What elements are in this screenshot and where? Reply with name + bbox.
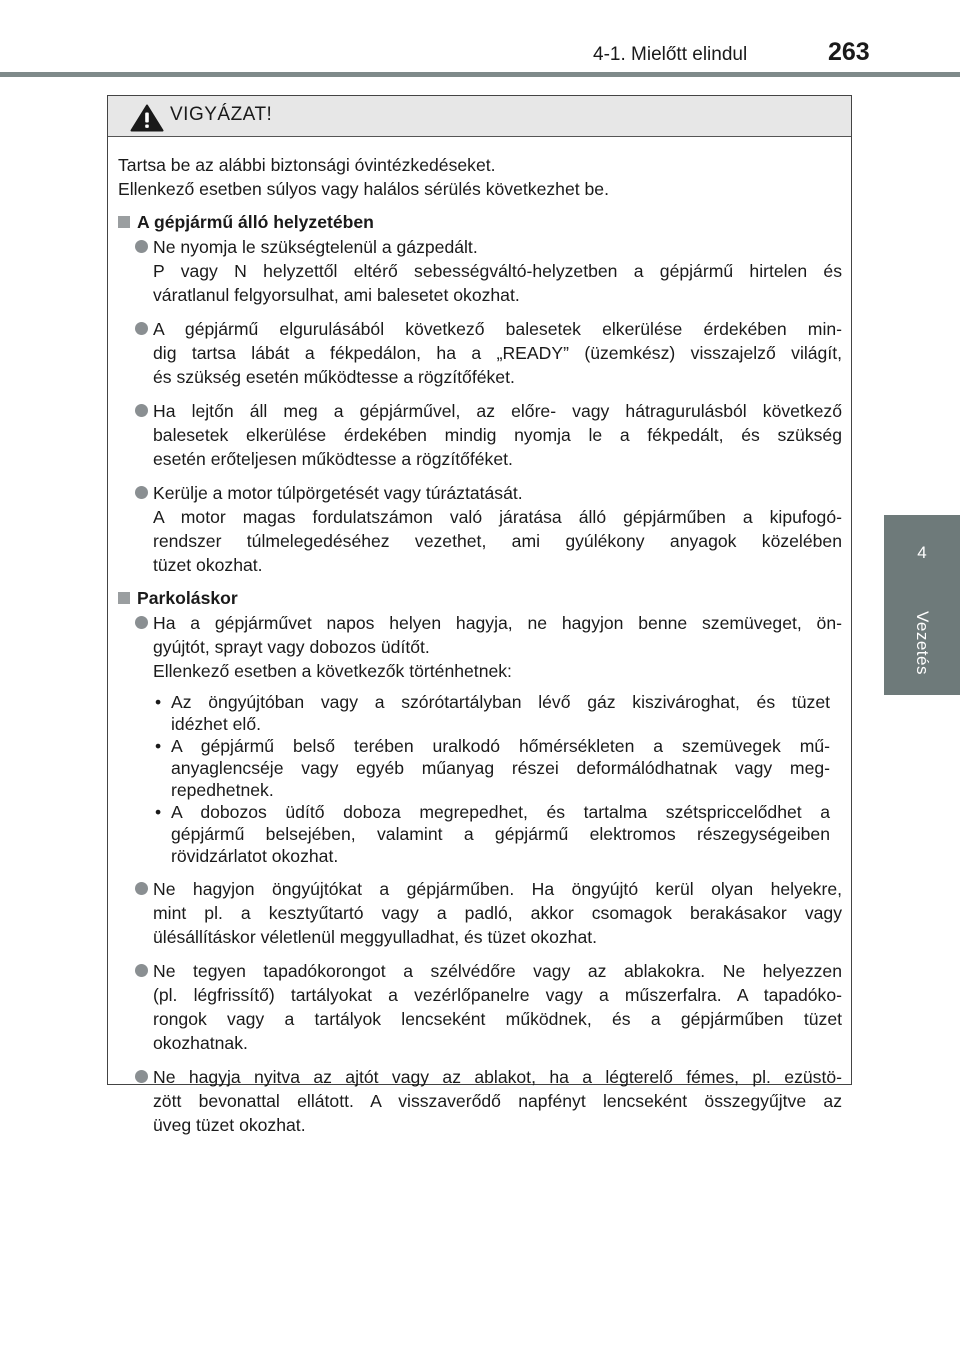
warning-item	[118, 481, 842, 577]
warning-intro-line: Tartsa be az alábbi biztonsági óvintézkedéseket.	[118, 155, 496, 175]
section-heading	[118, 586, 842, 610]
warning-triangle-icon	[130, 104, 164, 132]
text-line: repedhetnek.	[171, 780, 274, 800]
circle-bullet-icon	[135, 486, 148, 499]
warning-intro-line: Ellenkező esetben súlyos vagy halálos sérülés következhet be.	[118, 179, 609, 199]
text-line: Ha lejtőn áll meg a gépjárművel, az előre- vagy hátragurulásból következő	[153, 401, 842, 421]
text-line: A gépjármű belső terében uralkodó hőmérsékleten a szemüvegek mű-	[171, 736, 830, 756]
warning-item	[118, 959, 842, 1055]
warning-item	[118, 399, 842, 471]
warning-title: VIGYÁZAT!	[170, 104, 273, 125]
text-line: okozhatnak.	[153, 1033, 248, 1053]
text-line: Kerülje a motor túlpörgetését vagy túráztatását.	[153, 483, 523, 503]
text-line: gépjármű belsejében, valamint a gépjármű elektromos részegységeiben	[171, 824, 830, 844]
square-bullet-icon	[118, 592, 130, 604]
section-title: 4-1. Mielőtt elindul	[593, 44, 748, 65]
chapter-side-tab	[884, 515, 960, 695]
chapter-number: 4	[917, 543, 927, 562]
circle-bullet-icon	[135, 404, 148, 417]
text-line: (pl. légfrissítő) tartályokat a vezérlőpanelre vagy a műszerfalra. A tapadóko-	[153, 985, 842, 1005]
text-line: üveg tüzet okozhat.	[153, 1115, 306, 1135]
text-line: idézhet elő.	[171, 714, 261, 734]
text-line: rongok vagy a tartályok lencseként működnek, és a gépjárműben tüzet	[153, 1009, 842, 1029]
warning-item	[118, 611, 842, 867]
text-line: A motor magas fordulatszámon való járatása álló gépjárműben a kipufogó-	[153, 507, 842, 527]
bullet-icon: •	[155, 802, 162, 822]
sub-bullet-item	[153, 691, 830, 735]
warning-item	[118, 877, 842, 949]
text-line: anyaglencséje vagy egyéb műanyag részei deformálódhatnak vagy meg-	[171, 758, 830, 778]
text-line: zött bevonattal ellátott. A visszaverődő napfényt lencseként összegyűjtve az	[153, 1091, 842, 1111]
circle-bullet-icon	[135, 964, 148, 977]
text-line: Ellenkező esetben a következők történhetnek:	[153, 661, 512, 681]
text-line: Ha a gépjárművet napos helyen hagyja, ne hagyjon benne szemüveget, ön-	[153, 613, 842, 633]
warning-item	[118, 1065, 842, 1137]
text-line: dig tartsa lábát a fékpedálon, ha a „READY” (üzemkész) visszajelző világít,	[153, 343, 842, 363]
bullet-icon: •	[155, 692, 162, 712]
text-line: ülésállításkor véletlenül meggyulladhat, és tüzet okozhat.	[153, 927, 598, 947]
circle-bullet-icon	[135, 882, 148, 895]
header-divider	[0, 72, 960, 77]
warning-item	[118, 235, 842, 307]
square-bullet-icon	[118, 216, 130, 228]
text-line: Ne nyomja le szükségtelenül a gázpedált.	[153, 237, 478, 257]
text-line: A gépjármű elgurulásából következő balesetek elkerülése érdekében min-	[153, 319, 842, 339]
sub-bullet-item	[153, 735, 830, 801]
text-line: Ne hagyjon öngyújtókat a gépjárműben. Ha öngyújtó kerül olyan helyekre,	[153, 879, 842, 899]
text-line: gyújtót, sprayt vagy dobozos üdítőt.	[153, 637, 430, 657]
text-line: rendszer túlmelegedéséhez vezethet, ami gyúlékony anyagok közelében	[153, 531, 842, 551]
sub-bullet-list	[153, 691, 842, 867]
text-line: tüzet okozhat.	[153, 555, 263, 575]
circle-bullet-icon	[135, 616, 148, 629]
warning-box	[107, 95, 852, 1135]
text-line: mint pl. a kesztyűtartó vagy a padló, akkor csomagok berakásakor vagy	[153, 903, 842, 923]
text-line: váratlanul felgyorsulhat, ami balesetet okozhat.	[153, 285, 520, 305]
circle-bullet-icon	[135, 1070, 148, 1083]
bullet-icon: •	[155, 736, 162, 756]
text-line: és szükség esetén működtesse a rögzítőféket.	[153, 367, 515, 387]
text-line: esetén erőteljesen működtesse a rögzítőféket.	[153, 449, 513, 469]
warning-item	[118, 317, 842, 389]
warning-body	[118, 153, 842, 1137]
text-line: Ne tegyen tapadókorongot a szélvédőre vagy az ablakokra. Ne helyezzen	[153, 961, 842, 981]
text-line: Az öngyújtóban vagy a szórótartályban lévő gáz kiszivároghat, és tüzet	[171, 692, 830, 712]
text-line: Ne hagyja nyitva az ajtót vagy az ablakot, ha a légterelő fémes, pl. ezüstö-	[153, 1067, 842, 1087]
text-line: A dobozos üdítő doboza megrepedhet, és tartalma szétspriccelődhet a	[171, 802, 830, 822]
circle-bullet-icon	[135, 240, 148, 253]
text-line: balesetek elkerülése érdekében mindig nyomja le a fékpedált, és szükség	[153, 425, 842, 445]
circle-bullet-icon	[135, 322, 148, 335]
page-number: 263	[828, 38, 870, 66]
chapter-label: Vezetés	[913, 611, 932, 675]
sub-bullet-item	[153, 801, 830, 867]
section-heading-text: Parkoláskor	[137, 588, 238, 608]
text-line: rövidzárlatot okozhat.	[171, 846, 339, 866]
warning-header	[108, 96, 851, 137]
text-line: P vagy N helyzettől eltérő sebességváltó-helyzetben a gépjármű hirtelen és	[153, 261, 842, 281]
section-heading-text: A gépjármű álló helyzetében	[137, 212, 374, 232]
section-heading	[118, 210, 842, 234]
